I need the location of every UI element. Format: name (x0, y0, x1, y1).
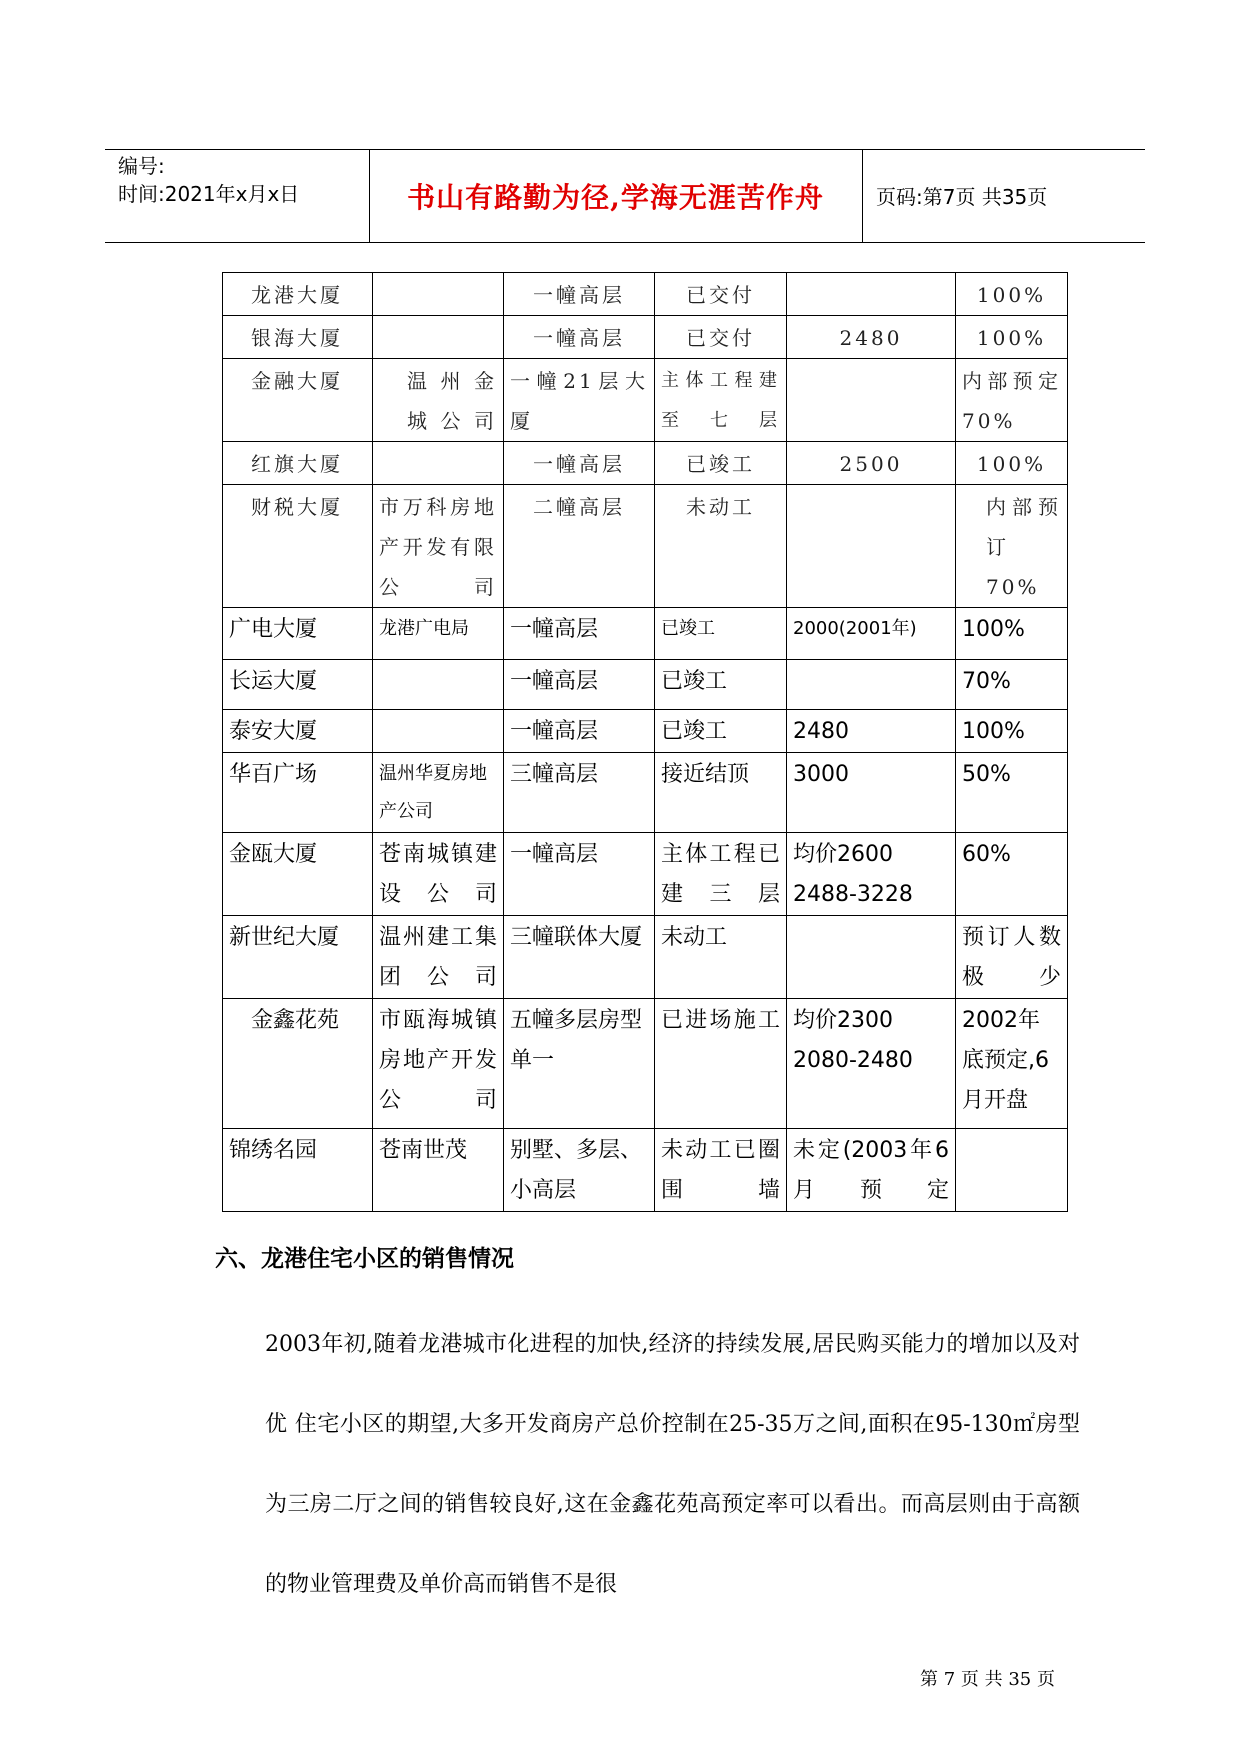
table-row (223, 442, 1068, 485)
table-cell: 预订人数极少 (956, 916, 1068, 999)
table-cell (373, 660, 504, 710)
body-paragraph: 2003年初,随着龙港城市化进程的加快,经济的持续发展,居民购买能力的增加以及对优 住宅小区的期望,大多开发商房产总价控制在25-35万之间,面积在95-130㎡房型为三房二厅之间的销售较良好,这在金鑫花苑高预定率可以看出。而高层则由于高额的物业管理费及单价高而销售不是很 (265, 1332, 1080, 1597)
header-divider (862, 149, 863, 242)
table-row (223, 916, 1068, 999)
table-cell: 苍南世茂 (373, 1129, 504, 1212)
table-cell: 60% (956, 833, 1068, 916)
table-cell: 主体工程建至七层 (655, 359, 787, 442)
projects-table (222, 272, 1068, 1212)
table-cell: 100% (956, 710, 1068, 753)
table-cell: 泰安大厦 (223, 710, 373, 753)
table-cell: 长运大厦 (223, 660, 373, 710)
table-cell: 100% (956, 608, 1068, 660)
table-cell: 市万科房地产开发有限公司 (373, 485, 504, 608)
table-cell: 新世纪大厦 (223, 916, 373, 999)
header-page-label: 页码:第7页 共35页 (876, 185, 1048, 209)
table-cell: 主体工程已建三层 (655, 833, 787, 916)
table-row (223, 660, 1068, 710)
table-cell: 已竣工 (655, 608, 787, 660)
table-cell: 内部预定70% (956, 359, 1068, 442)
table-cell (373, 316, 504, 359)
table-cell: 财税大厦 (223, 485, 373, 608)
table-cell: 市瓯海城镇房地产开发公司 (373, 999, 504, 1129)
table-cell: 70% (956, 660, 1068, 710)
table-row (223, 359, 1068, 442)
table-cell (373, 273, 504, 316)
table-cell: 3000 (787, 753, 956, 833)
table-cell: 未动工 (655, 485, 787, 608)
table-cell: 苍南城镇建设公司 (373, 833, 504, 916)
table-row (223, 710, 1068, 753)
table-cell: 龙港广电局 (373, 608, 504, 660)
table-cell: 三幢联体大厦 (504, 916, 655, 999)
table-cell (787, 485, 956, 608)
table-cell: 金瓯大厦 (223, 833, 373, 916)
table-cell: 一幢高层 (504, 442, 655, 485)
table-cell: 未定(2003年6月预定 (787, 1129, 956, 1212)
page-footer: 第 7 页 共 35 页 (920, 1669, 1055, 1690)
table-cell (956, 1129, 1068, 1212)
table-cell: 100% (956, 316, 1068, 359)
table-cell (787, 273, 956, 316)
table-cell: 别墅、多层、小高层 (504, 1129, 655, 1212)
table-cell: 金鑫花苑 (223, 999, 373, 1129)
table-cell: 一幢高层 (504, 316, 655, 359)
table-cell: 2500 (787, 442, 956, 485)
header-number-label: 编号: (118, 154, 165, 178)
table-cell: 已交付 (655, 273, 787, 316)
table-cell: 100% (956, 442, 1068, 485)
table-cell: 一幢高层 (504, 660, 655, 710)
table-row (223, 273, 1068, 316)
table-row (223, 1129, 1068, 1212)
table-cell (787, 359, 956, 442)
table-row (223, 999, 1068, 1129)
header-motto: 书山有路勤为径,学海无涯苦作舟 (407, 181, 824, 214)
table-cell: 一幢高层 (504, 710, 655, 753)
table-cell: 已竣工 (655, 710, 787, 753)
header-info (118, 152, 299, 208)
table-row (223, 485, 1068, 608)
table-cell: 三幢高层 (504, 753, 655, 833)
table-cell: 接近结顶 (655, 753, 787, 833)
table-cell: 一幢高层 (504, 608, 655, 660)
table-cell: 一幢21层大厦 (504, 359, 655, 442)
table-cell: 已进场施工 (655, 999, 787, 1129)
table-cell: 未动工 (655, 916, 787, 999)
table-cell: 华百广场 (223, 753, 373, 833)
table-cell: 100% (956, 273, 1068, 316)
table-cell: 均价2600 2488-3228 (787, 833, 956, 916)
section-title: 六、龙港住宅小区的销售情况 (215, 1246, 514, 1272)
table-cell: 2000(2001年) (787, 608, 956, 660)
table-cell: 内部预订70% (956, 485, 1068, 608)
table-cell (787, 916, 956, 999)
table-cell: 金融大厦 (223, 359, 373, 442)
table-cell: 五幢多层房型单一 (504, 999, 655, 1129)
table-cell: 温州华夏房地产公司 (373, 753, 504, 833)
table-cell: 温州建工集团公司 (373, 916, 504, 999)
table-cell: 2002年底预定,6月开盘 (956, 999, 1068, 1129)
header-time-label: 时间:2021年x月x日 (118, 182, 300, 206)
table-row (223, 753, 1068, 833)
table-cell: 温州金城公司 (373, 359, 504, 442)
table-cell: 未动工已圈围墙 (655, 1129, 787, 1212)
table-cell: 龙港大厦 (223, 273, 373, 316)
table-cell (373, 710, 504, 753)
header-bottom-rule (105, 242, 1145, 243)
table-cell: 均价2300 2080-2480 (787, 999, 956, 1129)
table-cell: 已竣工 (655, 442, 787, 485)
table-cell: 已竣工 (655, 660, 787, 710)
table-cell (787, 660, 956, 710)
table-cell: 一幢高层 (504, 833, 655, 916)
table-cell: 已交付 (655, 316, 787, 359)
table-cell: 2480 (787, 710, 956, 753)
table-row (223, 608, 1068, 660)
header-top-rule (105, 149, 1145, 150)
table-cell: 一幢高层 (504, 273, 655, 316)
table-cell: 二幢高层 (504, 485, 655, 608)
table-row (223, 316, 1068, 359)
table-row (223, 833, 1068, 916)
table-cell (373, 442, 504, 485)
table-cell: 2480 (787, 316, 956, 359)
table-cell: 银海大厦 (223, 316, 373, 359)
table-cell: 50% (956, 753, 1068, 833)
table-cell: 红旗大厦 (223, 442, 373, 485)
table-cell: 锦绣名园 (223, 1129, 373, 1212)
table-cell: 广电大厦 (223, 608, 373, 660)
